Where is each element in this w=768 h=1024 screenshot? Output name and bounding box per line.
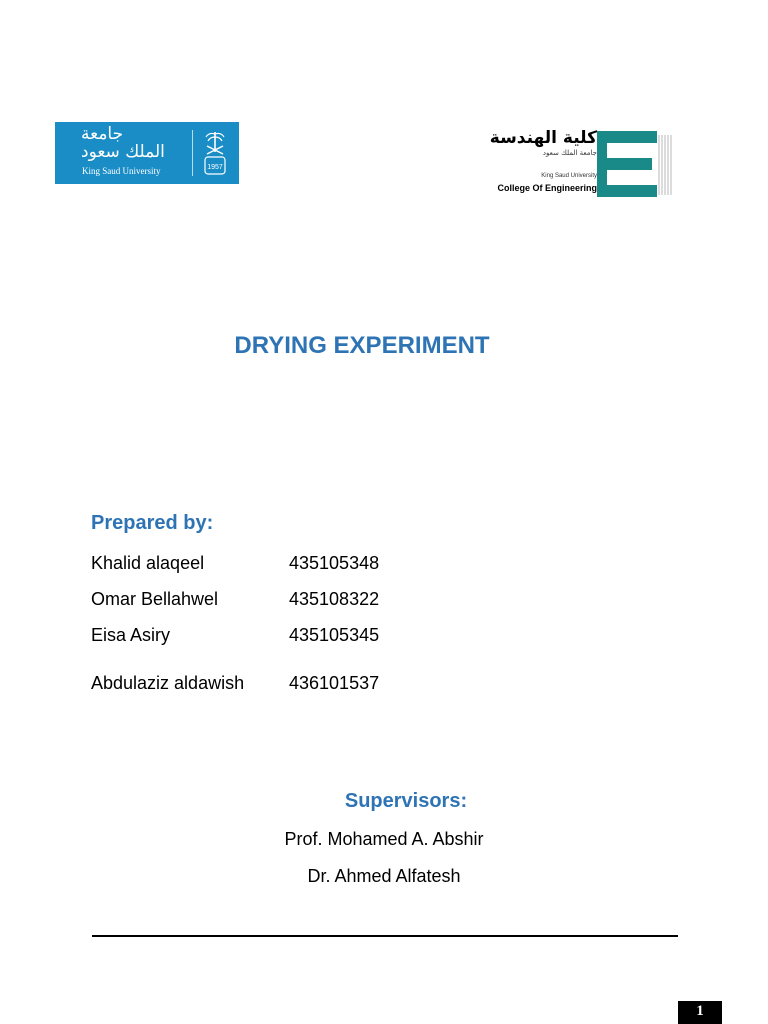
supervisor-name: Dr. Ahmed Alfatesh xyxy=(307,866,461,886)
supervisor-name: Prof. Mohamed A. Abshir xyxy=(284,829,484,849)
supervisors-heading: Supervisors: xyxy=(344,790,468,812)
coe-logo-english-title: College Of Engineering xyxy=(497,183,597,193)
ksu-logo-arabic-line2: الملك سعود xyxy=(81,142,165,162)
coe-logo xyxy=(477,128,673,198)
ksu-logo-english: King Saud University xyxy=(82,166,161,176)
ksu-logo xyxy=(55,122,239,184)
ksu-logo-divider xyxy=(192,130,193,176)
member-id: 435105345 xyxy=(289,625,380,645)
palm-swords-emblem-icon xyxy=(201,128,229,176)
member-name: Eisa Asiry xyxy=(91,625,171,645)
footer-divider xyxy=(92,935,678,937)
document-title: DRYING EXPERIMENT xyxy=(234,332,490,359)
ksu-logo-arabic-line1: جامعة xyxy=(81,124,124,144)
ksu-emblem-year: 1957 xyxy=(207,164,223,171)
prepared-by-heading: Prepared by: xyxy=(91,512,214,534)
member-id: 435108322 xyxy=(289,589,380,609)
engineering-e-mark-icon xyxy=(597,131,673,197)
member-name: Khalid alaqeel xyxy=(91,553,205,573)
coe-logo-arabic-subtitle: جامعة الملك سعود xyxy=(542,149,597,157)
member-name: Omar Bellahwel xyxy=(91,589,219,609)
member-name: Abdulaziz aldawish xyxy=(91,673,245,693)
member-id: 436101537 xyxy=(289,673,380,693)
page-number: 1 xyxy=(678,1001,722,1024)
coe-logo-english-subtitle: King Saud University xyxy=(541,173,597,179)
coe-logo-arabic-title: كلية الهندسة xyxy=(489,128,597,148)
member-id: 435105348 xyxy=(289,553,380,573)
